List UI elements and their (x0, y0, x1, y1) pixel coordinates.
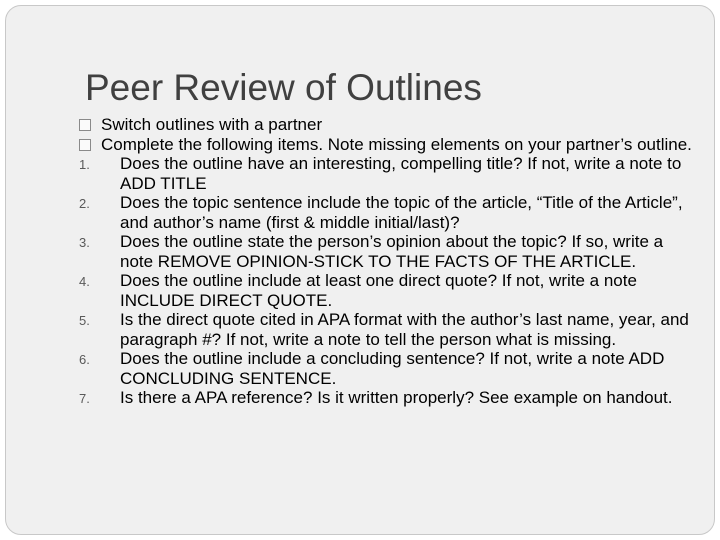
item-number: 4. (79, 274, 90, 289)
numbered-item (79, 271, 699, 310)
item-number: 7. (79, 391, 90, 406)
item-text: Does the outline include a concluding sentence? If not, write a note ADD CONCLUDING SENTENCE. (120, 349, 665, 388)
numbered-item (79, 193, 699, 232)
item-number: 3. (79, 235, 90, 250)
bullet-item (79, 135, 699, 155)
numbered-item (79, 232, 699, 271)
square-bullet-icon (79, 139, 91, 151)
item-text: Does the topic sentence include the topic of the article, “Title of the Article”, and author’s name (first & middle initial/last)? (120, 193, 683, 232)
numbered-item (79, 349, 699, 388)
item-text: Is there a APA reference? Is it written properly? See example on handout. (120, 388, 673, 407)
item-text: Is the direct quote cited in APA format with the author’s last name, year, and paragraph #? If not, write a note to tell the person what is missing. (120, 310, 689, 349)
bullet-item (79, 115, 699, 135)
item-number: 5. (79, 313, 90, 328)
item-number: 2. (79, 196, 90, 211)
slide-title: Peer Review of Outlines (85, 67, 482, 108)
item-number: 1. (79, 157, 90, 172)
item-text: Does the outline have an interesting, compelling title? If not, write a note to ADD TITLE (120, 154, 682, 193)
item-text: Does the outline include at least one direct quote? If not, write a note INCLUDE DIRECT QUOTE. (120, 271, 637, 310)
bullet-text: Complete the following items. Note missing elements on your partner’s outline. (101, 134, 692, 154)
item-number: 6. (79, 352, 90, 367)
numbered-item (79, 310, 699, 349)
numbered-item (79, 388, 699, 408)
slide-content (79, 115, 699, 408)
item-text: Does the outline state the person’s opinion about the topic? If so, write a note REMOVE OPINION-STICK TO THE FACTS OF THE ARTICLE. (120, 232, 664, 271)
square-bullet-icon (79, 119, 91, 131)
numbered-item (79, 154, 699, 193)
bullet-text: Switch outlines with a partner (101, 115, 323, 134)
